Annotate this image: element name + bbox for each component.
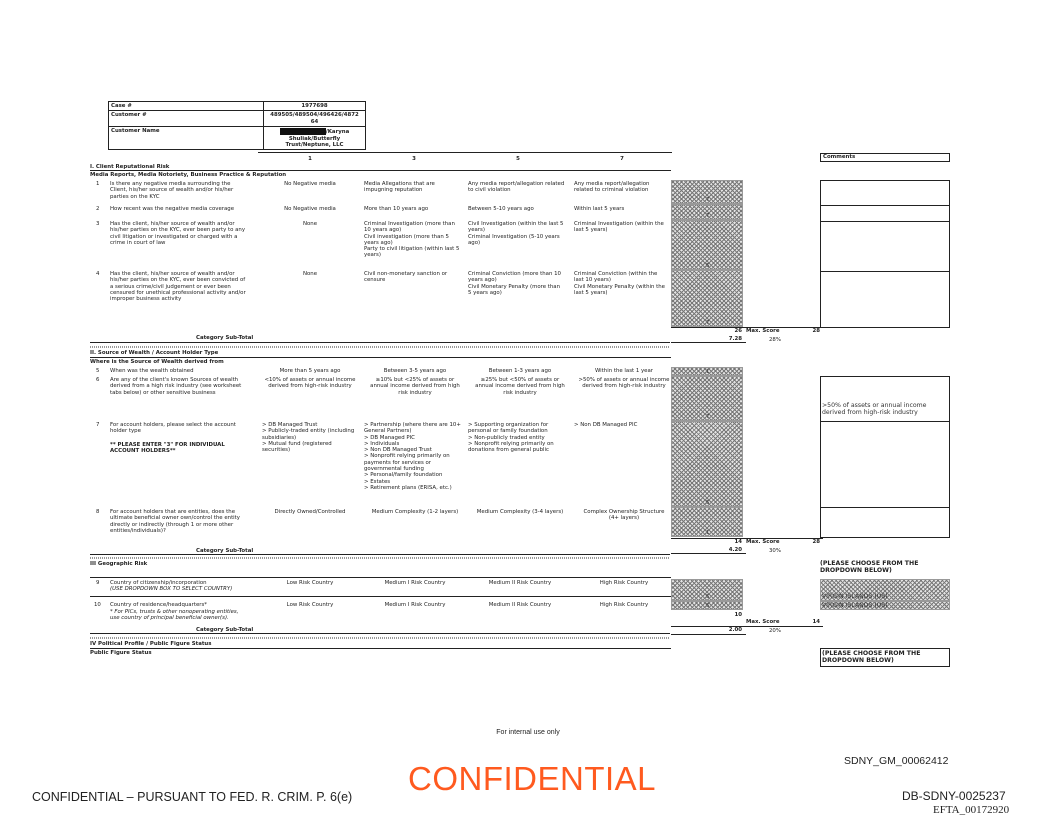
q2-opt1: No Negative media bbox=[284, 206, 336, 212]
q8-text: For account holders that are entities, does the ultimate beneficial owner own/control the entity directly or indirectly (through 1 or more other entities/individuals)? bbox=[110, 509, 240, 534]
q3-text: Has the client, his/her source of wealth and/or his/her parties on the KYC, ever been party to any civil litigation or investigated or charged with a crime in court of law bbox=[110, 221, 246, 246]
q7-opt7: > Non DB Managed PIC bbox=[574, 422, 638, 428]
section3-bottom-rule bbox=[90, 633, 670, 634]
section2-max-label: Max. Score bbox=[746, 539, 780, 545]
section2-total: 14 bbox=[734, 539, 742, 545]
q10-opt7: High Risk Country bbox=[599, 602, 649, 608]
q8-opt7: Complex Ownership Structure (4+ layers) bbox=[583, 509, 665, 522]
section3-title: III Geographic Risk bbox=[90, 561, 148, 567]
score-cell-q8[interactable] bbox=[671, 507, 743, 537]
score-cell-q6[interactable] bbox=[671, 376, 743, 421]
q9-opt3: Medium I Risk Country bbox=[384, 580, 446, 586]
efta-number: EFTA_00172920 bbox=[933, 804, 1010, 816]
section2-weighted: 4.20 bbox=[728, 547, 742, 553]
public-figure-dropdown[interactable] bbox=[820, 648, 950, 667]
section3-subtotal-label: Category Sub-Total bbox=[196, 627, 254, 633]
q9-opt1: Low Risk Country bbox=[286, 580, 334, 586]
score-cell-q7[interactable] bbox=[671, 421, 743, 507]
section2-subtotal-label: Category Sub-Total bbox=[196, 548, 254, 554]
q7-note: ** PLEASE ENTER "3" FOR INDIVIDUAL ACCOUNT HOLDERS** bbox=[110, 442, 225, 455]
case-info-table bbox=[108, 101, 366, 150]
score-cell-q10[interactable] bbox=[671, 601, 743, 610]
q6-opt3: ≥10% but <25% of assets or annual income derived from high risk industry bbox=[370, 377, 460, 396]
score-cell-q5[interactable] bbox=[671, 367, 743, 376]
q1-opt1: No Negative media bbox=[284, 181, 336, 187]
q2-opt7: Within last 5 years bbox=[574, 206, 625, 212]
case-label: Case # bbox=[109, 102, 264, 110]
comments-divider bbox=[821, 205, 949, 206]
sub-rule bbox=[671, 626, 823, 627]
q1-opt3: Media Allegations that are impugning reputation bbox=[364, 181, 435, 194]
section4-title: IV Political Profile / Public Figure Status bbox=[90, 641, 212, 647]
q5-num: 5 bbox=[96, 368, 100, 374]
section2-weight: 30% bbox=[769, 548, 781, 554]
score-q2: 7 bbox=[706, 213, 710, 219]
confidential-stamp: CONFIDENTIAL bbox=[408, 760, 657, 797]
customer-label: Customer # bbox=[109, 111, 264, 126]
q7-num: 7 bbox=[96, 422, 100, 428]
section3-dropdown-hint: (PLEASE CHOOSE FROM THE DROPDOWN BELOW) bbox=[820, 560, 919, 574]
q1-opt7: Any media report/allegation related to criminal violation bbox=[574, 181, 650, 194]
score-q8: 1 bbox=[706, 530, 710, 536]
q4-num: 4 bbox=[96, 271, 100, 277]
score-q6: 7 bbox=[706, 414, 710, 420]
section1-weight: 28% bbox=[769, 337, 781, 343]
q1-opt5: Any media report/allegation related to civil violation bbox=[468, 181, 565, 194]
q10-text: Country of residence/headquarters* bbox=[110, 602, 207, 608]
q9-opt5: Medium II Risk Country bbox=[488, 580, 552, 586]
comment-q6: >50% of assets or annual income derived from high-risk industry bbox=[822, 402, 927, 416]
q4-opt1: None bbox=[302, 271, 318, 277]
section2-subtitle: Where is the Source of Wealth derived from bbox=[90, 359, 224, 365]
q10-opt1: Low Risk Country bbox=[286, 602, 334, 608]
sub-rule bbox=[671, 634, 746, 635]
q9-text: Country of citizenship/incorporation bbox=[110, 580, 207, 586]
q2-opt5: Between 5-10 years ago bbox=[468, 206, 534, 212]
scale-7: 7 bbox=[620, 156, 624, 162]
q1-num: 1 bbox=[96, 181, 100, 187]
sub-rule bbox=[671, 342, 746, 343]
q7-opt1: > DB Managed Trust > Publicly-traded entity (including subsidiaries) > Mutual fund (registered securities) bbox=[262, 422, 355, 454]
section3-weighted: 2.00 bbox=[728, 627, 742, 633]
section2-title: II. Source of Wealth / Account Holder Type bbox=[90, 350, 219, 356]
section4-dropdown-hint: (PLEASE CHOOSE FROM THE DROPDOWN BELOW) bbox=[822, 650, 921, 664]
sub-rule bbox=[671, 553, 746, 554]
q9-num: 9 bbox=[96, 580, 100, 586]
q3-opt1: None bbox=[302, 221, 318, 227]
q10-note: * For PICs, trusts & other nonoperating entities, use country of principal beneficial owner(s). bbox=[110, 609, 239, 622]
q7-opt5: > Supporting organization for personal or family foundation > Non-publicly traded entity > Nonprofit relying primarily on donations from general public bbox=[468, 422, 554, 454]
score-cell-q1[interactable] bbox=[671, 180, 743, 204]
customer-value: 489505/489504/496426/4872 64 bbox=[270, 112, 359, 125]
bates-number-db: DB-SDNY-0025237 bbox=[902, 789, 1006, 803]
q6-opt7: >50% of assets or annual income derived from high-risk industry bbox=[578, 377, 670, 390]
section1-bottom-rule bbox=[90, 342, 670, 343]
customer-name-value bbox=[264, 127, 365, 149]
q9-opt7: High Risk Country bbox=[599, 580, 649, 586]
scale-rule bbox=[258, 152, 672, 153]
section1-subtitle: Media Reports, Media Notoriety, Business Practice & Reputation bbox=[90, 172, 287, 178]
q7-opt3: > Partnership (where there are 10+ General Partners) > DB Managed PIC > Individuals > Non DB Managed Trust > Nonprofit relying primarily on payments for services or governmental funding > Personal/family foundation > Estates > Retirement plans (ERISA, etc.) bbox=[364, 422, 461, 491]
q8-opt3: Medium Complexity (1-2 layers) bbox=[371, 509, 459, 515]
section2-max: 28 bbox=[812, 539, 820, 545]
q6-num: 6 bbox=[96, 377, 100, 383]
comments-divider bbox=[821, 421, 949, 422]
section-separator bbox=[90, 637, 670, 639]
q4-opt3: Civil non-monetary sanction or censure bbox=[364, 271, 448, 284]
q3-opt5: Civil Investigation (within the last 5 years) Criminal Investigation (5-10 years ago) bbox=[468, 221, 564, 246]
q5-text: When was the wealth obtained bbox=[110, 368, 194, 374]
section1-weighted: 7.28 bbox=[728, 336, 742, 342]
q4-opt5: Criminal Conviction (more than 10 years ago) Civil Monetary Penalty (more than 5 years ago) bbox=[468, 271, 561, 296]
q3-num: 3 bbox=[96, 221, 100, 227]
section1-max-label: Max. Score bbox=[746, 328, 780, 334]
q6-text: Are any of the client's known Sources of wealth derived from a high risk industry (see worksheet tabs below) or other sensitive business bbox=[110, 377, 242, 396]
score-q4: 7 bbox=[706, 320, 710, 326]
score-q1: 7 bbox=[706, 197, 710, 203]
comments-divider bbox=[821, 221, 949, 222]
section-separator bbox=[90, 557, 670, 559]
q5-opt7: Within the last 1 year bbox=[594, 368, 654, 374]
section-separator bbox=[90, 346, 670, 348]
row-rule bbox=[90, 596, 671, 597]
q8-num: 8 bbox=[96, 509, 100, 515]
section2-bottom-rule bbox=[90, 554, 670, 555]
q5-opt1: More than 5 years ago bbox=[279, 368, 341, 374]
q6-opt1: <10% of assets or annual income derived from high-risk industry bbox=[264, 377, 356, 390]
scale-1: 1 bbox=[308, 156, 312, 162]
q8-opt1: Directly Owned/Controlled bbox=[274, 509, 346, 515]
score-q9: 5 bbox=[706, 594, 710, 600]
q10-opt3: Medium I Risk Country bbox=[384, 602, 446, 608]
customer-name-label: Customer Name bbox=[109, 127, 264, 149]
country-citizenship-dropdown[interactable] bbox=[820, 579, 950, 601]
score-cell-q3[interactable] bbox=[671, 220, 743, 270]
q2-text: How recent was the negative media coverage bbox=[110, 206, 235, 212]
comments-label: Comments bbox=[823, 154, 856, 160]
score-cell-q2[interactable] bbox=[671, 204, 743, 220]
q3-opt7: Criminal Investigation (within the last 5 years) bbox=[574, 221, 664, 234]
section3-max-label: Max. Score bbox=[746, 619, 780, 625]
q7-text: For account holders, please select the account holder type bbox=[110, 422, 236, 435]
section1-total: 26 bbox=[734, 328, 742, 334]
score-q3: 5 bbox=[706, 263, 710, 269]
q5-opt5: Between 1-3 years ago bbox=[488, 368, 552, 374]
q2-opt3: More than 10 years ago bbox=[364, 206, 429, 212]
internal-use-note: For internal use only bbox=[496, 729, 560, 736]
case-value: 1977698 bbox=[301, 103, 328, 109]
section3-max: 14 bbox=[812, 619, 820, 625]
q6-opt5: ≥25% but <50% of assets or annual income derived from high risk industry bbox=[475, 377, 565, 396]
redaction-bar bbox=[280, 128, 326, 135]
comments-divider bbox=[821, 271, 949, 272]
q8-opt5: Medium Complexity (3-4 layers) bbox=[476, 509, 564, 515]
section3-total: 10 bbox=[734, 612, 742, 618]
scale-3: 3 bbox=[412, 156, 416, 162]
section4-rule bbox=[90, 648, 671, 649]
customer-name-suffix: /Karyna bbox=[325, 129, 350, 136]
confidential-legend: CONFIDENTIAL – PURSUANT TO FED. R. CRIM. P. 6(e) bbox=[32, 790, 353, 804]
country-residence-value: VIRGIN ISLANDS (US) bbox=[822, 602, 888, 609]
section1-title: I. Client Reputational Risk bbox=[90, 164, 170, 170]
section3-weight: 20% bbox=[769, 628, 781, 634]
score-q7: 5 bbox=[706, 500, 710, 506]
comments-box-s2[interactable] bbox=[820, 376, 950, 538]
customer-name-rest: Shuliak/Butterfly Trust/Neptune, LLC bbox=[285, 135, 344, 149]
section1-rule bbox=[90, 170, 671, 171]
section4-subtitle: Public Figure Status bbox=[90, 650, 152, 656]
section1-subtotal-label: Category Sub-Total bbox=[196, 335, 254, 341]
score-q5: 1 bbox=[706, 369, 710, 375]
score-cell-q9[interactable] bbox=[671, 579, 743, 601]
q9-note: (USE DROPDOWN BOX TO SELECT COUNTRY) bbox=[110, 586, 233, 592]
q4-opt7: Criminal Conviction (within the last 10 years) Civil Monetary Penalty (within the last 5 years) bbox=[574, 271, 666, 296]
q5-opt3: Between 3-5 years ago bbox=[383, 368, 447, 374]
comments-header-box bbox=[820, 153, 950, 162]
country-citizenship-value: VIRGIN ISLANDS (US) bbox=[822, 593, 888, 600]
q4-text: Has the client, his/her source of wealth and/or his/her parties on the KYC, ever been convicted of a serious crime/civil judgement or ever been censured for unethical professional activity and/or improper business activity bbox=[110, 271, 246, 303]
section3-rule bbox=[90, 577, 671, 578]
score-cell-q4[interactable] bbox=[671, 270, 743, 327]
bates-number-sdny-gm: SDNY_GM_00062412 bbox=[844, 755, 949, 767]
score-q10: 5 bbox=[706, 603, 710, 609]
scale-5: 5 bbox=[516, 156, 520, 162]
country-residence-dropdown[interactable] bbox=[820, 601, 950, 610]
q10-opt5: Medium II Risk Country bbox=[488, 602, 552, 608]
section1-max: 28 bbox=[812, 328, 820, 334]
q10-num: 10 bbox=[94, 602, 101, 608]
section2-rule bbox=[90, 357, 671, 358]
q2-num: 2 bbox=[96, 206, 100, 212]
q1-text: Is there any negative media surrounding the Client, his/her source of wealth and/or his/her parties on the KYC bbox=[110, 181, 234, 200]
q3-opt3: Criminal Investigation (more than 10 years ago) Civil investigation (more than 5 years ago) Party to civil litigation (within last 5 years) bbox=[364, 221, 460, 259]
comments-divider bbox=[821, 507, 949, 508]
comments-box-s1[interactable] bbox=[820, 180, 950, 328]
